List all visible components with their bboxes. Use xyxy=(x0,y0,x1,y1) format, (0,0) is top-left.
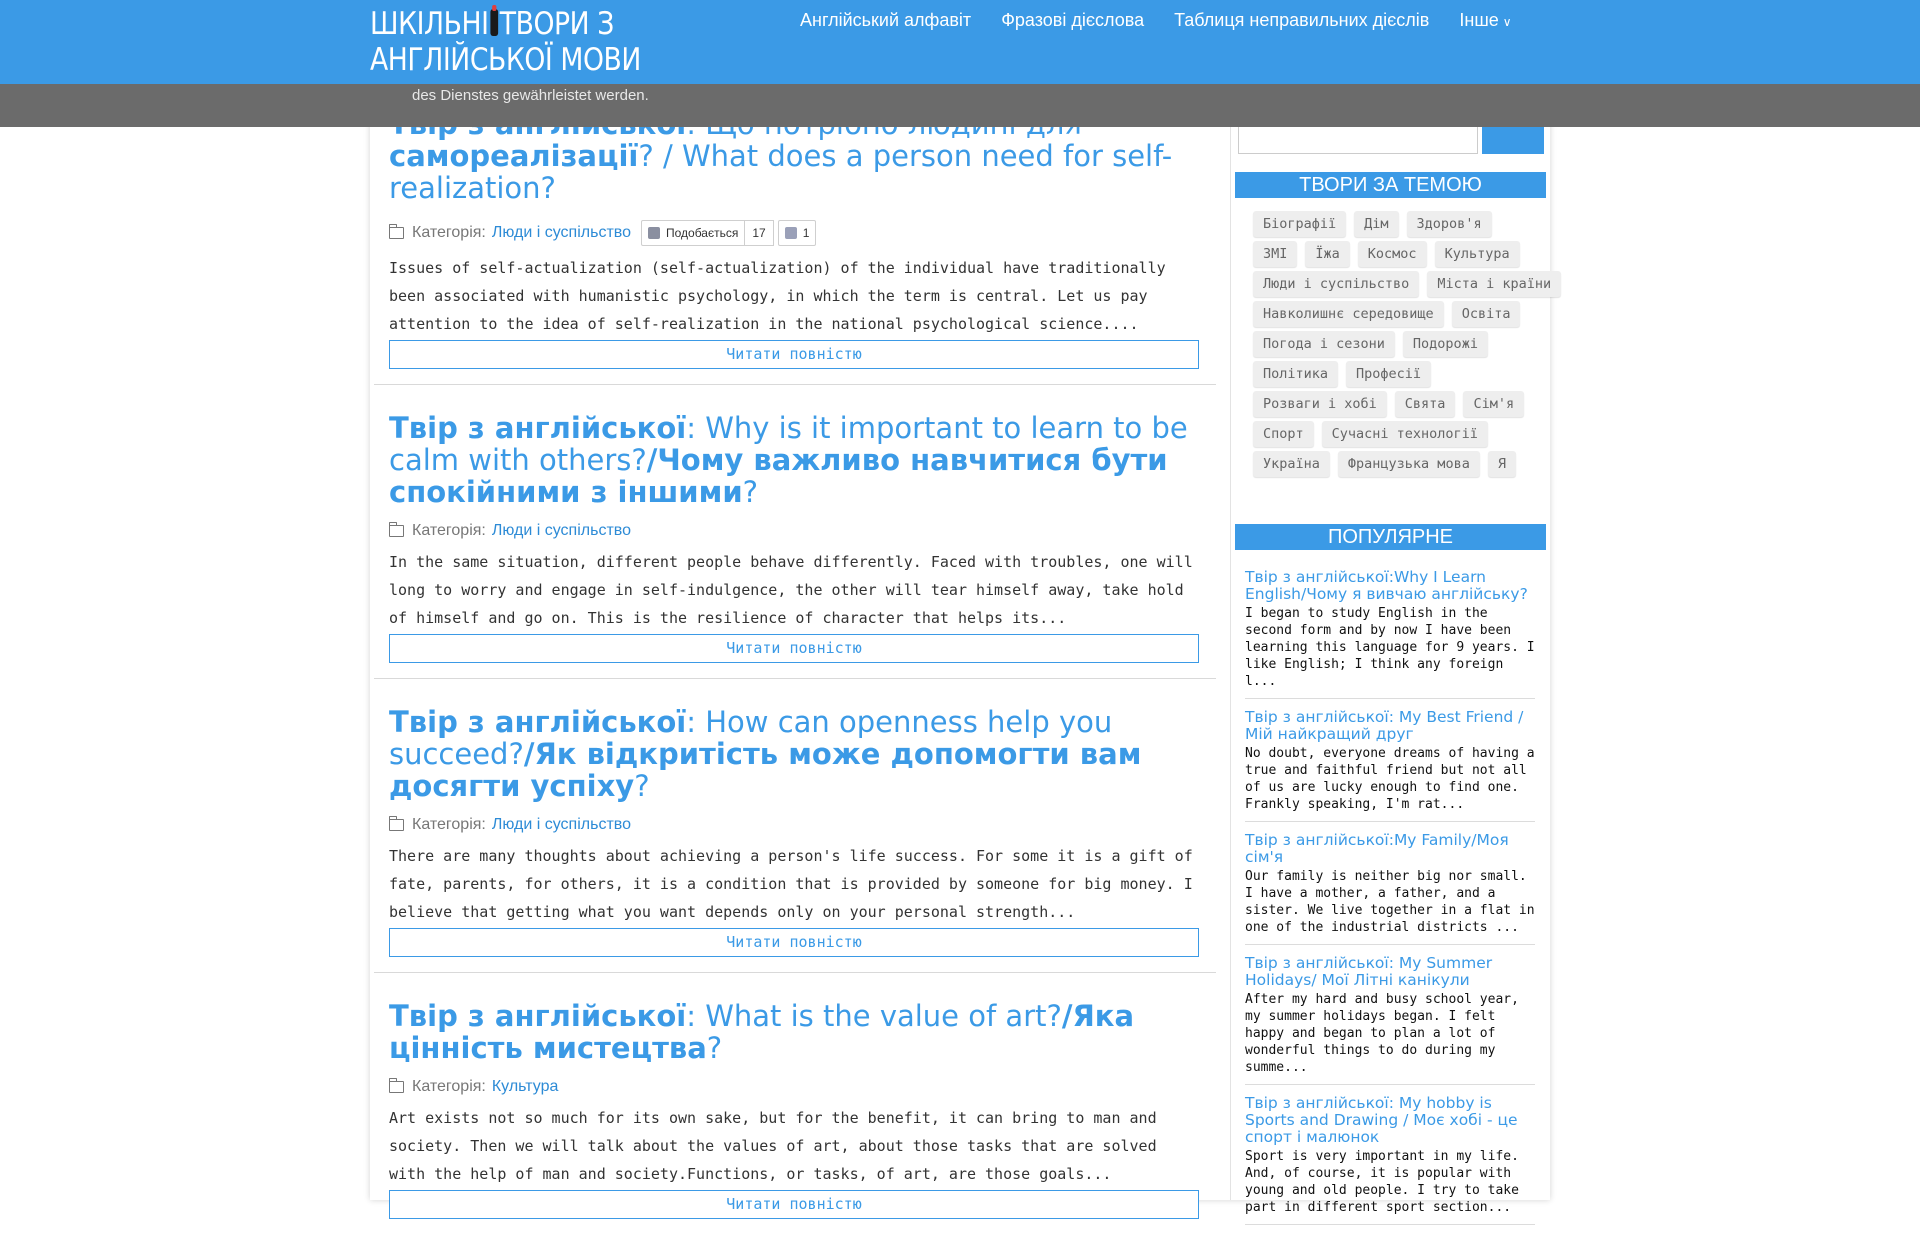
divider xyxy=(374,384,1216,385)
sidebar xyxy=(1230,84,1552,1215)
popular-item-title[interactable]: Твір з англійської: My Best Friend / Мій найкращий друг xyxy=(1245,708,1524,743)
tag-link[interactable]: Освіта xyxy=(1452,301,1521,327)
read-more-button[interactable]: Читати повністю xyxy=(389,634,1199,663)
article-excerpt: There are many thoughts about achieving a person's life success. For some it is a gift of fate, parents, for others, it is a condition that is provided by someone for big money. I believe that getting what you want depends only on your personal strength... xyxy=(389,847,1193,921)
popular-item xyxy=(1245,832,1535,945)
like-widget xyxy=(641,220,816,246)
article-meta: Категорія: Люди і суспільство xyxy=(389,522,631,540)
tag-link[interactable]: Спорт xyxy=(1253,421,1314,447)
category-link[interactable]: Люди і суспільство xyxy=(491,522,631,539)
article-excerpt: Issues of self-actualization (self-actualization) of the individual have traditionally been associated with humanistic psychology, in which the term is central. Let us pay attention to the idea of self-realization in the national psychological science.... xyxy=(389,259,1166,333)
popular-item xyxy=(1245,569,1535,699)
category-link[interactable]: Люди і суспільство xyxy=(491,224,631,241)
tag-link[interactable]: Культура xyxy=(1435,241,1520,267)
tag-link[interactable]: Професії xyxy=(1346,361,1431,387)
cookie-banner xyxy=(0,84,1920,127)
tag-link[interactable]: Французька мова xyxy=(1338,451,1480,477)
nav-alphabet[interactable]: Англійський алфавіт xyxy=(800,10,972,30)
main-nav xyxy=(800,10,1512,31)
folder-icon xyxy=(389,819,404,831)
tag-link[interactable]: Розваги і хобі xyxy=(1253,391,1387,417)
article-meta: Категорія: Люди і суспільство xyxy=(389,816,631,834)
popular-item-excerpt: Our family is neither big nor small. I have a mother, a father, and a sister. We live together in a flat in one of the industrial districts ... xyxy=(1245,869,1535,935)
search-input[interactable] xyxy=(1238,127,1478,154)
read-more-button[interactable]: Читати повністю xyxy=(389,1190,1199,1219)
search-button[interactable] xyxy=(1482,127,1544,154)
tag-link[interactable]: Дім xyxy=(1354,211,1398,237)
tag-link[interactable]: Політика xyxy=(1253,361,1338,387)
tag-link[interactable]: Сучасні технології xyxy=(1322,421,1488,447)
dislike-button[interactable]: 1 xyxy=(778,220,817,246)
tag-cloud xyxy=(1253,211,1552,481)
tag-link[interactable]: ЗМІ xyxy=(1253,241,1297,267)
thumbs-up-icon xyxy=(648,227,660,239)
divider xyxy=(374,972,1216,973)
article-title[interactable]: Твір з англійської: Why is it important to learn to be calm with others?/Чому важливо навчитися бути спокійними з іншими? xyxy=(389,411,1188,509)
tag-link[interactable]: Я xyxy=(1488,451,1516,477)
tag-link[interactable]: Міста і країни xyxy=(1427,271,1561,297)
popular-item xyxy=(1245,955,1535,1085)
site-logo[interactable]: ШКІЛЬНІ ТВОРИ З АНГЛІЙСЬКОЇ МОВИ xyxy=(370,6,641,78)
chevron-down-icon: ∨ xyxy=(1502,15,1512,29)
tag-link[interactable]: Свята xyxy=(1395,391,1456,417)
popular-widget-title: ПОПУЛЯРНЕ xyxy=(1235,524,1546,550)
tag-link[interactable]: Навколишнє середовище xyxy=(1253,301,1444,327)
read-more-button[interactable]: Читати повністю xyxy=(389,340,1199,369)
tag-link[interactable]: Їжа xyxy=(1305,241,1349,267)
article-meta: Категорія: Люди і суспільство Подобається 17 1 xyxy=(389,220,816,246)
tag-link[interactable]: Сім'я xyxy=(1463,391,1524,417)
thumbs-down-icon xyxy=(785,227,797,239)
tag-link[interactable]: Подорожі xyxy=(1403,331,1488,357)
page-container xyxy=(370,84,1552,1215)
popular-item-excerpt: Sport is very important in my life. And, of course, it is popular with young and old people. I try to take part in different sport section... xyxy=(1245,1149,1519,1215)
cookie-text: des Dienstes gewährleistet werden. xyxy=(412,87,649,104)
tag-link[interactable]: Люди і суспільство xyxy=(1253,271,1419,297)
popular-list xyxy=(1245,569,1535,1235)
like-count: 17 xyxy=(745,220,773,246)
article-title[interactable]: Твір з англійської: What is the value of art?/Яка цінність мистецтва? xyxy=(389,999,1135,1065)
popular-item-title[interactable]: Твір з англійської:Why I Learn English/Чому я вивчаю англійську? xyxy=(1245,568,1528,603)
read-more-button[interactable]: Читати повністю xyxy=(389,928,1199,957)
popular-item-excerpt: I began to study English in the second form and by now I have been learning this language for 9 years. I like English; I think any foreign l... xyxy=(1245,606,1535,689)
topics-widget-title: ТВОРИ ЗА ТЕМОЮ xyxy=(1235,172,1546,198)
popular-item-title[interactable]: Твір з англійської:My Family/Моя сім'я xyxy=(1245,831,1509,866)
tag-link[interactable]: Погода і сезони xyxy=(1253,331,1395,357)
nav-phrasal-verbs[interactable]: Фразові дієслова xyxy=(1001,10,1145,30)
article-title[interactable]: самореалізації? / What does a person need for self-realization? xyxy=(389,139,1173,205)
popular-item xyxy=(1245,1095,1535,1225)
tag-link[interactable]: Біографії xyxy=(1253,211,1346,237)
article-excerpt: In the same situation, different people behave differently. Faced with troubles, one will long to worry and engage in self-indulgence, the other will tear himself away, take hold of himself and go on. This is the resilience of character that helps its... xyxy=(389,553,1193,627)
like-button[interactable]: Подобається xyxy=(641,220,745,246)
site-header xyxy=(0,0,1920,84)
folder-icon xyxy=(389,525,404,537)
popular-item-excerpt: After my hard and busy school year, my summer holidays began. I felt happy and began to plan a lot of wonderful things to do during my summe... xyxy=(1245,992,1519,1075)
article-meta: Категорія: Культура xyxy=(389,1078,558,1096)
popular-item-title[interactable]: Твір з англійської: My hobby is Sports and Drawing / Моє хобі - це спорт і малюнок xyxy=(1245,1094,1518,1146)
tag-link[interactable]: Здоров'я xyxy=(1407,211,1492,237)
pen-icon xyxy=(490,9,498,36)
category-link[interactable]: Культура xyxy=(491,1078,559,1095)
popular-item xyxy=(1245,709,1535,822)
tag-link[interactable]: Космос xyxy=(1358,241,1427,267)
folder-icon xyxy=(389,1081,404,1093)
nav-irregular-verbs[interactable]: Таблиця неправильних дієслів xyxy=(1174,10,1430,30)
article-title[interactable]: Твір з англійської: How can openness help you succeed?/Як відкритість може допомогти вам досягти успіху? xyxy=(389,705,1142,803)
nav-other-dropdown[interactable]: Інше ∨ xyxy=(1459,10,1512,30)
popular-item-title[interactable]: Твір з англійської: My Summer Holidays/ Мої Літні канікули xyxy=(1245,954,1493,989)
folder-icon xyxy=(389,227,404,239)
category-link[interactable]: Люди і суспільство xyxy=(491,816,631,833)
tag-link[interactable]: Україна xyxy=(1253,451,1330,477)
divider xyxy=(374,678,1216,679)
article-excerpt: Art exists not so much for its own sake, but for the benefit, it can bring to man and society. Then we will talk about the values of art, about those tasks that are solved with the help of man and society.Functions, or tasks, of art, are those goals... xyxy=(389,1109,1157,1183)
popular-item-excerpt: No doubt, everyone dreams of having a true and faithful friend but not all of us are lucky enough to find one. Frankly speaking, I'm rat... xyxy=(1245,746,1535,812)
